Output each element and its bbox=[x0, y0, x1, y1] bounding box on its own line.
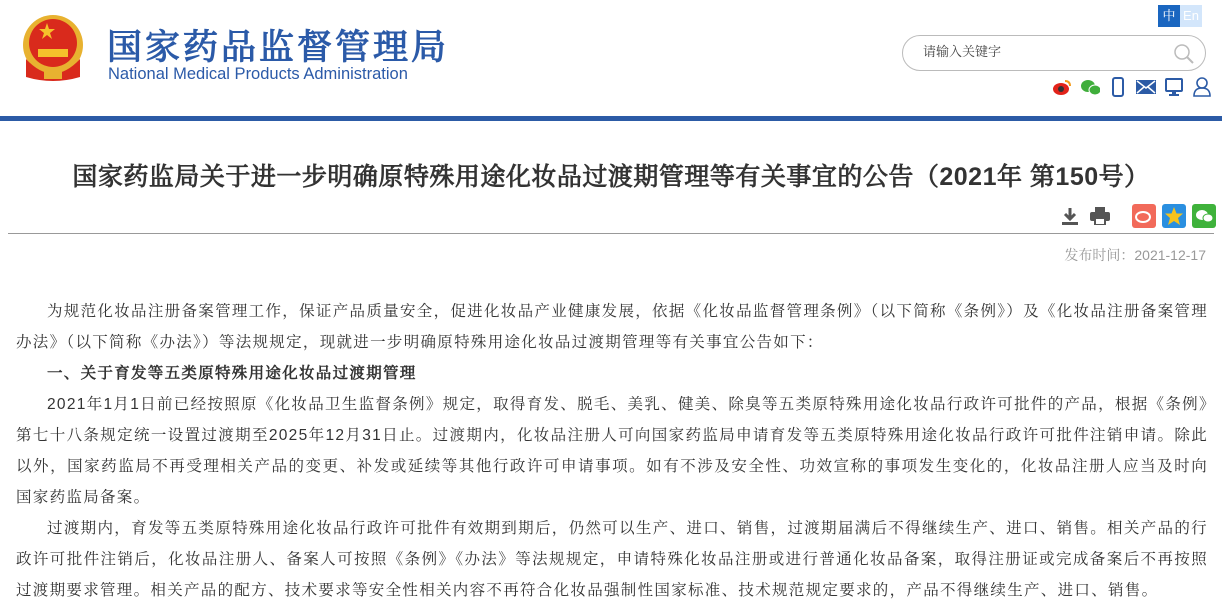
article-body bbox=[16, 296, 1208, 606]
lang-en-button[interactable]: En bbox=[1180, 5, 1202, 27]
download-icon[interactable] bbox=[1058, 204, 1082, 228]
site-name-en: National Medical Products Administration bbox=[108, 65, 408, 83]
mobile-icon[interactable] bbox=[1108, 76, 1128, 98]
share-qzone-icon[interactable] bbox=[1162, 204, 1186, 228]
site-header bbox=[0, 0, 1222, 116]
print-icon[interactable] bbox=[1088, 204, 1112, 228]
search-box bbox=[902, 35, 1206, 71]
date-label: 发布时间： bbox=[1064, 247, 1135, 263]
title-divider bbox=[8, 233, 1214, 234]
header-divider-bar bbox=[0, 116, 1222, 121]
share-weibo-icon[interactable] bbox=[1132, 204, 1156, 228]
lang-zh-button[interactable]: 中 bbox=[1158, 5, 1180, 27]
paragraph: 过渡期内，育发等五类原特殊用途化妆品行政许可批件有效期到期后，仍然可以生产、进口、销售，过渡期届满后不得继续生产、进口、销售。相关产品的行政许可批件注销后，化妆品注册人、备案人可按照《条例》《办法》等法规规定，申请特殊化妆品注册或进行普通化妆品备案，取得注册证或完成备案后不再按照过渡期要求管理。相关产品的配方、技术要求等安全性相关内容不再符合化妆品强制性国家标准、技术规范规定要求的，产品不得继续生产、进口、销售。 bbox=[16, 520, 1208, 599]
weibo-icon[interactable] bbox=[1052, 76, 1072, 98]
site-name-cn: 国家药品监督管理局 bbox=[107, 28, 450, 67]
language-switch bbox=[1158, 5, 1202, 27]
mail-icon[interactable] bbox=[1136, 76, 1156, 98]
section-heading: 一、关于育发等五类原特殊用途化妆品过渡期管理 bbox=[47, 365, 417, 382]
social-links bbox=[1052, 76, 1212, 98]
share-wechat-icon[interactable] bbox=[1192, 204, 1216, 228]
search-icon[interactable] bbox=[1173, 43, 1195, 65]
date-value: 2021-12-17 bbox=[1134, 247, 1206, 263]
monitor-icon[interactable] bbox=[1164, 76, 1184, 98]
publish-date bbox=[1064, 245, 1206, 265]
paragraph: 为规范化妆品注册备案管理工作，保证产品质量安全，促进化妆品产业健康发展，依据《化妆品监督管理条例》（以下简称《条例》）及《化妆品注册备案管理办法》（以下简称《办法》）等法规规定，现就进一步明确原特殊用途化妆品过渡期管理等有关事宜公告如下： bbox=[16, 303, 1208, 351]
paragraph: 2021年1月1日前已经按照原《化妆品卫生监督条例》规定，取得育发、脱毛、美乳、健美、除臭等五类原特殊用途化妆品行政许可批件的产品，根据《条例》第七十八条规定统一设置过渡期至2025年12月31日止。过渡期内，化妆品注册人可向国家药监局申请育发等五类原特殊用途化妆品行政许可批件注销申请。除此以外，国家药监局不再受理相关产品的变更、补发或延续等其他行政许可申请事项。如有不涉及安全性、功效宣称的事项发生变化的，化妆品注册人应当及时向国家药监局备案。 bbox=[16, 396, 1208, 506]
user-icon[interactable] bbox=[1192, 76, 1212, 98]
search-input[interactable] bbox=[923, 44, 1163, 59]
article-tools bbox=[1058, 204, 1216, 228]
article-title: 国家药监局关于进一步明确原特殊用途化妆品过渡期管理等有关事宜的公告（2021年 第150号） bbox=[72, 163, 1150, 191]
wechat-icon[interactable] bbox=[1080, 76, 1100, 98]
national-emblem-logo[interactable] bbox=[20, 13, 86, 83]
